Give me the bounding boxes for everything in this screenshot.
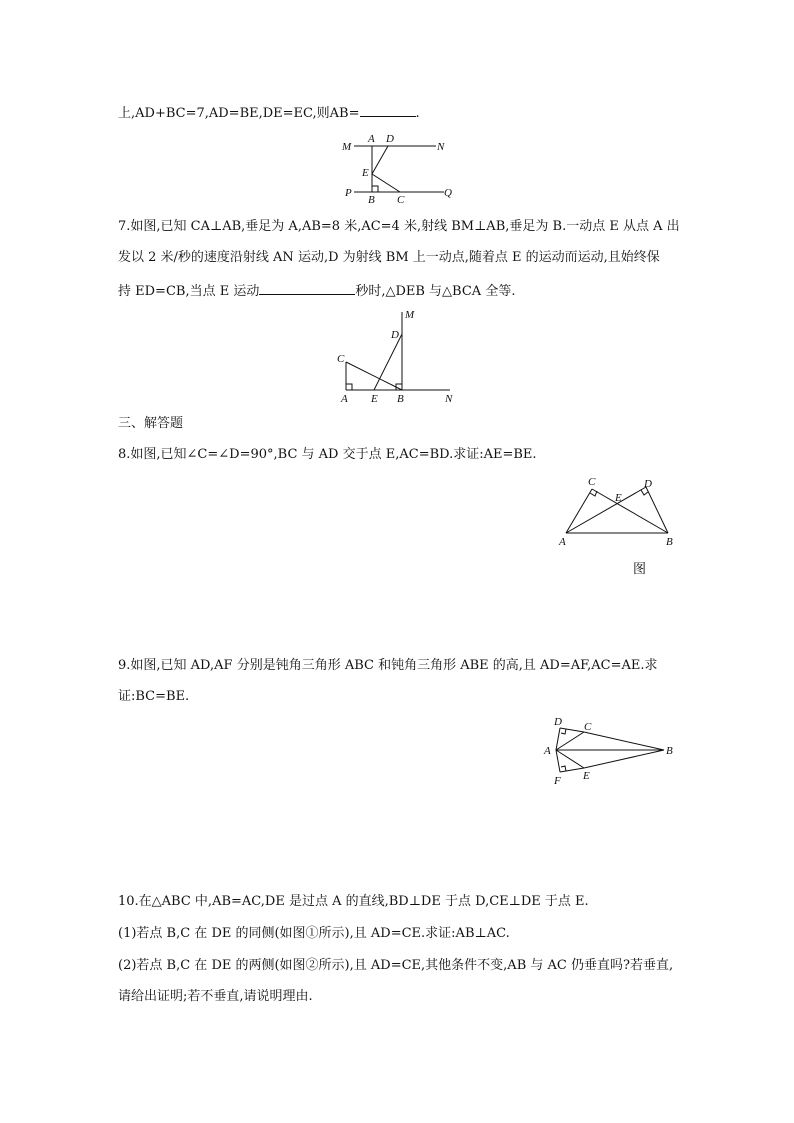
q7-line-cb	[346, 362, 402, 390]
q9-right-angle-d	[561, 729, 566, 734]
q9-line2: 证:BC=BE.	[118, 689, 190, 704]
q6-label-p: P	[345, 187, 352, 199]
q7-figure	[334, 308, 464, 404]
q7-answer-blank[interactable]	[259, 282, 355, 295]
q7-label-m: M	[405, 309, 415, 321]
q7-line3	[118, 282, 515, 301]
q7-label-b: B	[397, 393, 404, 404]
q9-label-f: F	[554, 775, 561, 787]
q8-text: 8.如图,已知∠C=∠D=90°,BC 与 AD 交于点 E,AC=BD.求证:AE=BE.	[118, 447, 537, 462]
q9-label-a: A	[544, 745, 551, 757]
q6-label-a: A	[368, 133, 375, 145]
q8-label-a: A	[559, 536, 566, 548]
q7-line2: 发以 2 米/秒的速度沿射线 AN 运动,D 为射线 BM 上一动点,随着点 E 的运动而运动,且始终保	[118, 250, 660, 265]
q7-label-n: N	[445, 393, 453, 404]
q9-line-af	[556, 750, 560, 772]
q9-label-c: C	[584, 721, 592, 733]
q7-label-d: D	[391, 329, 399, 341]
q9-label-b: B	[666, 745, 673, 757]
q6-label-b: B	[368, 194, 375, 204]
q9-line-ae	[556, 750, 584, 768]
q9-right-angle-f	[561, 766, 566, 771]
q8-label-c: C	[588, 476, 596, 488]
q8-right-angle-d	[641, 490, 648, 495]
q6-figure	[340, 130, 460, 204]
q6-text-main: 上,AD+BC=7,AD=BE,DE=EC,则AB=	[118, 106, 360, 121]
q9-line-fe	[560, 768, 584, 772]
q7-line1: 7.如图,已知 CA⊥AB,垂足为 A,AB=8 米,AC=4 米,射线 BM⊥AB,垂足为 B.一动点 E 从点 A 出	[118, 219, 680, 234]
section3-title: 三、解答题	[118, 416, 184, 431]
q8-caption: 图	[633, 561, 647, 576]
q7-line-ed	[374, 334, 402, 390]
q6-label-e: E	[362, 167, 369, 179]
q8-label-d: D	[644, 478, 652, 490]
q6-text-end: .	[415, 106, 420, 121]
q6-line-ed	[372, 146, 388, 174]
q6-label-d: D	[386, 133, 394, 145]
q10-line2: (1)若点 B,C 在 DE 的同侧(如图①所示),且 AD=CE.求证:AB⊥AC.	[118, 926, 510, 941]
q7-line3-a: 持 ED=CB,当点 E 运动	[118, 284, 260, 299]
q7-label-c: C	[337, 353, 345, 365]
q8-figure	[556, 475, 680, 579]
q6-label-c: C	[397, 194, 405, 204]
q9-line-eb	[584, 750, 664, 768]
q7-label-a: A	[341, 393, 348, 404]
q9-line-ad	[556, 728, 560, 750]
q7-right-angle-a	[346, 384, 352, 390]
q7-line3-b: 秒时,△DEB 与△BCA 全等.	[355, 284, 516, 299]
q9-line1: 9.如图,已知 AD,AF 分别是钝角三角形 ABC 和钝角三角形 ABE 的高,且 AD=AF,AC=AE.求	[118, 658, 658, 673]
q6-line-ec	[372, 174, 400, 192]
q10-line4: 请给出证明;若不垂直,请说明理由.	[118, 989, 313, 1004]
q9-line-dc	[560, 728, 584, 732]
q8-label-e: E	[615, 492, 622, 504]
q6-label-n: N	[437, 141, 445, 153]
q6-label-m: M	[342, 141, 352, 153]
q9-label-e: E	[583, 770, 590, 782]
q8-line-ad	[566, 487, 646, 533]
q6-label-q: Q	[444, 187, 452, 199]
q8-label-b: B	[666, 536, 673, 548]
q7-label-e: E	[371, 393, 378, 404]
q6-answer-blank[interactable]	[360, 104, 416, 117]
q9-line-cb	[584, 732, 664, 750]
q9-figure	[540, 712, 682, 790]
q8-line-ac	[566, 489, 592, 533]
q9-label-d: D	[554, 716, 562, 728]
q6-right-angle-mark	[372, 186, 378, 192]
q10-line1: 10.在△ABC 中,AB=AC,DE 是过点 A 的直线,BD⊥DE 于点 D,CE⊥DE 于点 E.	[118, 894, 589, 909]
q10-line3: (2)若点 B,C 在 DE 的两侧(如图②所示),且 AD=CE,其他条件不变,AB 与 AC 仍垂直吗?若垂直,	[118, 958, 674, 973]
q6-text	[118, 104, 420, 123]
q9-line-ac	[556, 732, 584, 750]
